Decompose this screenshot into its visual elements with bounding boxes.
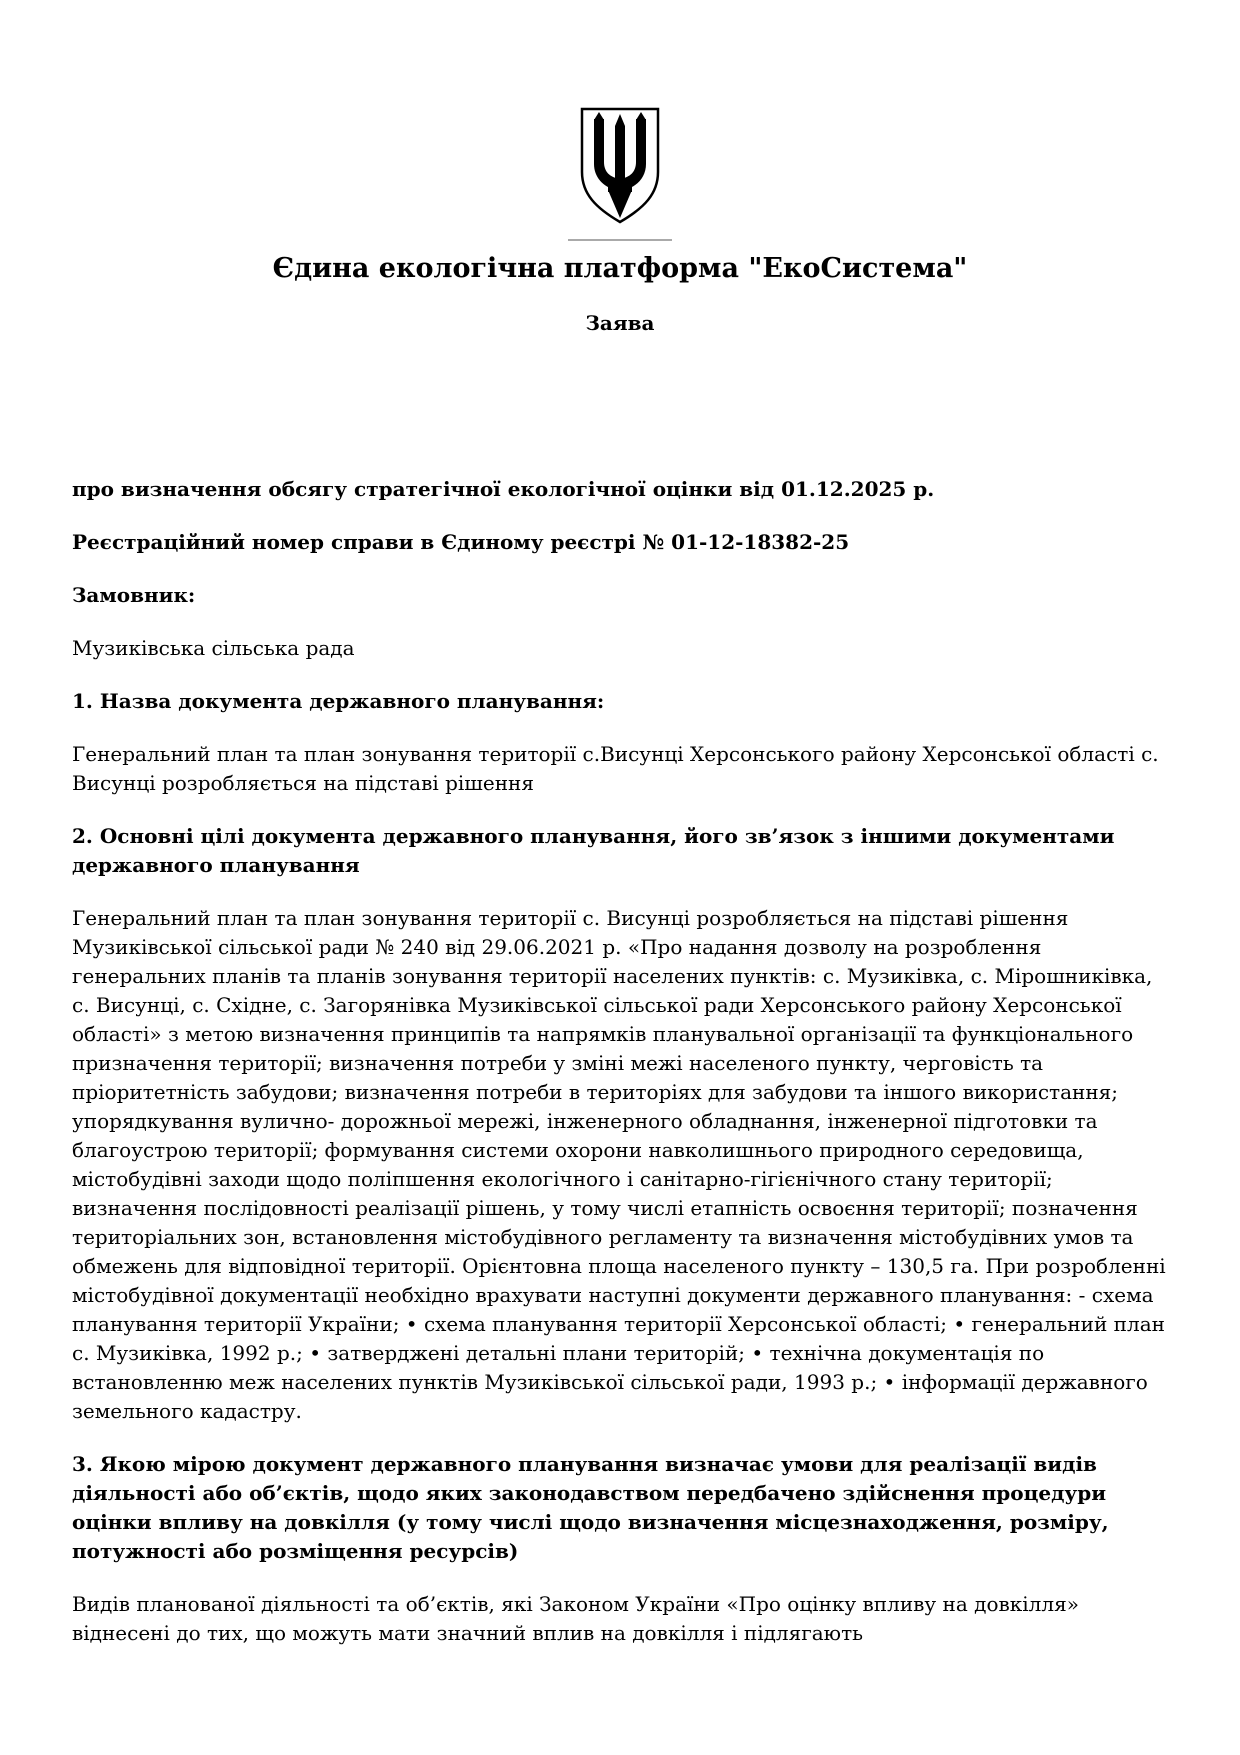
section-3-body: Видів планованої діяльності та об’єктів, які Законом України «Про оцінку впливу на довкілля» віднесені до тих, що можуть мати значний вплив на довкілля і підлягають: [72, 1592, 1079, 1645]
ukraine-trident-icon: [578, 106, 662, 226]
document-type-title: Заява: [585, 311, 655, 335]
section-1-body: Генеральний план та план зонування території с.Висунці Херсонського району Херсонської області с. Висунці розробляється на підставі рішення: [72, 742, 1159, 795]
document-body: [72, 475, 1168, 1648]
subject-line: про визначення обсягу стратегічної екологічної оцінки від 01.12.2025 р.: [72, 477, 935, 501]
platform-title: Єдина екологічна платформа "ЕкоСистема": [272, 253, 968, 284]
crest-divider: [568, 239, 672, 241]
customer-label: Замовник:: [72, 583, 196, 607]
crest: [72, 0, 1168, 241]
customer-name: Музиківська сільська рада: [72, 636, 355, 660]
section-2-heading: 2. Основні цілі документа державного планування, його зв’язок з іншими документами державного планування: [72, 824, 1115, 877]
section-3-heading: 3. Якою мірою документ державного планування визначає умови для реалізації видів діяльності або об’єктів, щодо яких законодавством передбачено здійснення процедури оцінки впливу на довкілля (у тому числі щодо визначення місцезнаходження, розміру, потужності або розміщення ресурсів): [72, 1452, 1109, 1563]
section-1-heading: 1. Назва документа державного планування:: [72, 689, 605, 713]
registration-number-line: Реєстраційний номер справи в Єдиному реєстрі № 01-12-18382-25: [72, 530, 850, 554]
section-2-body: Генеральний план та план зонування території с. Висунці розробляється на підставі рішення Музиківської сільської ради № 240 від 29.06.2021 р. «Про надання дозволу на розроблення генеральних планів та планів зонування території населених пунктів: с. Музиківка, с. Мірошниківка, с. Висунці, с. Східне, с. Загорянівка Музиківської сільської ради Херсонського району Херсонської області» з метою визначення принципів та напрямків планувальної організації та функціонального призначення території; визначення потреби у зміні межі населеного пункту, черговість та пріоритетність забудови; визначення потреби в територіях для забудови та іншого використання; упорядкування вулично- дорожньої мережі, інженерного обладнання, інженерної підготовки та благоустрою території; формування системи охорони навколишнього природного середовища, містобудівні заходи щодо поліпшення екологічного і санітарно-гігієнічного стану території; визначення послідовності реалізації рішень, у тому числі етапність освоєння території; позначення територіальних зон, встановлення містобудівного регламенту та визначення містобудівних умов та обмежень для відповідної території. Орієнтовна площа населеного пункту – 130,5 га. При розробленні містобудівної документації необхідно врахувати наступні документи державного планування: - схема планування території України; • схема планування території Херсонської області; • генеральний план с. Музиківка, 1992 р.; • затверджені детальні плани територій; • технічна документація по встановленню меж населених пунктів Музиківської сільської ради, 1993 р.; • інформації державного земельного кадастру.: [72, 906, 1166, 1423]
